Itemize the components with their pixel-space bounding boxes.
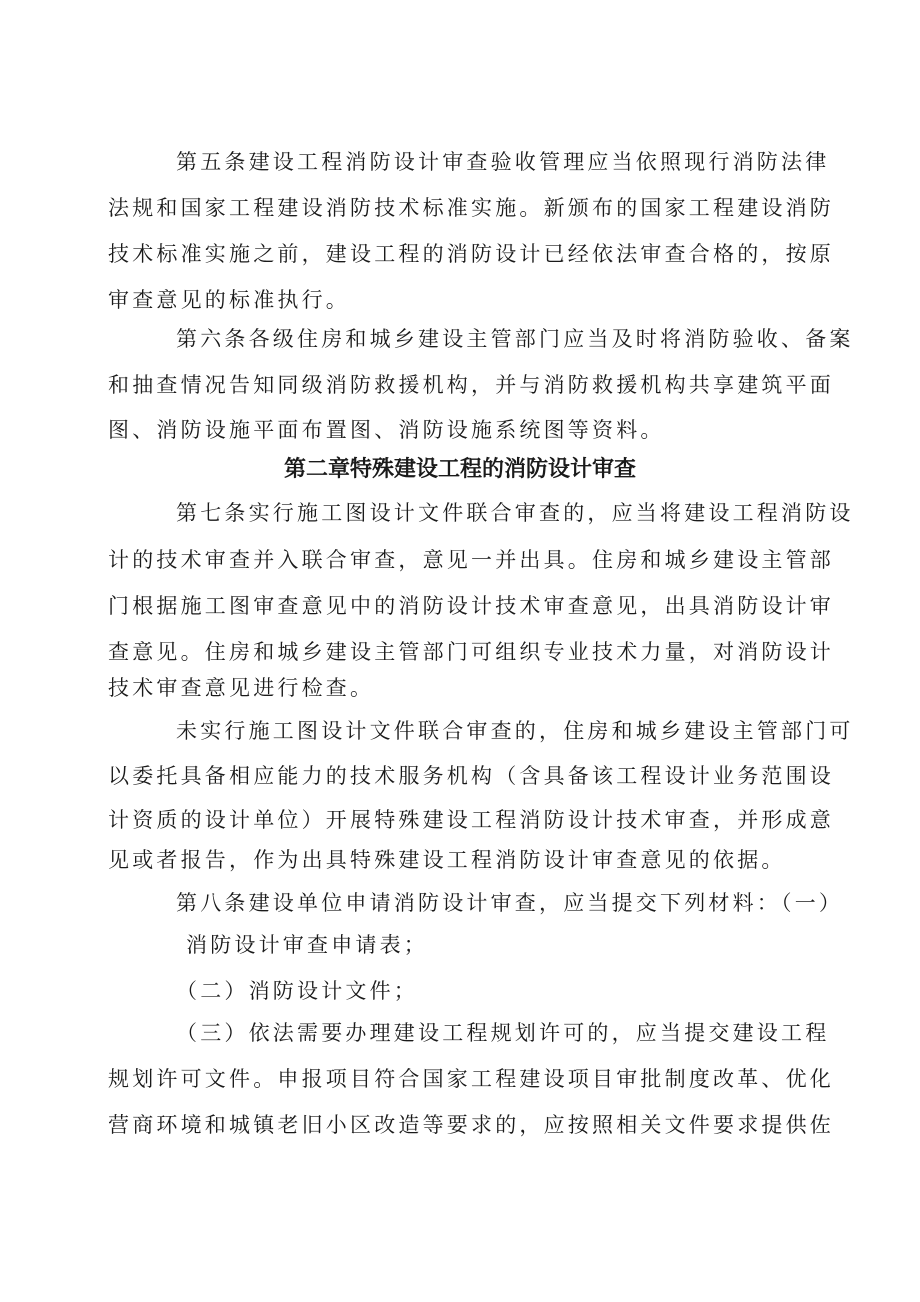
article-6-line-2: 和抽查情况告知同级消防救援机构，并与消防救援机构共享建筑平面 xyxy=(108,373,834,397)
unified-review-line-1: 未实行施工图设计文件联合审查的，住房和城乡建设主管部门可 xyxy=(176,719,854,743)
article-5-line-3: 技术标准实施之前，建设工程的消防设计已经依法审查合格的，按原 xyxy=(108,242,834,266)
article-7-line-3: 门根据施工图审查意见中的消防设计技术审查意见，出具消防设计审 xyxy=(108,594,834,618)
article-6-line-3: 图、消防设施平面布置图、消防设施系统图等资料。 xyxy=(108,418,665,442)
article-7-line-4: 查意见。住房和城乡建设主管部门可组织专业技术力量，对消防设计 xyxy=(108,640,834,664)
chapter-heading: 第二章特殊建设工程的消防设计审查 xyxy=(284,457,637,482)
unified-review-line-2: 以委托具备相应能力的技术服务机构（含具备该工程设计业务范围设 xyxy=(108,764,834,788)
item-3-line-1: （三）依法需要办理建设工程规划许可的，应当提交建设工程 xyxy=(176,1021,830,1045)
unified-review-line-3: 计资质的设计单位）开展特殊建设工程消防设计技术审查，并形成意 xyxy=(108,808,834,832)
article-8-line-1: 第八条建设单位申请消防设计审查，应当提交下列材料：（一） xyxy=(176,891,844,915)
item-3-line-2: 规划许可文件。申报项目符合国家工程建设项目审批制度改革、优化 xyxy=(108,1067,834,1091)
article-7-line-2: 计的技术审查并入联合审查，意见一并出具。住房和城乡建设主管部 xyxy=(108,548,834,572)
item-3-line-3: 营商环境和城镇老旧小区改造等要求的，应按照相关文件要求提供佐 xyxy=(108,1113,834,1137)
article-6-line-1: 第六条各级住房和城乡建设主管部门应当及时将消防验收、备案 xyxy=(176,327,854,351)
article-7-line-5: 技术审查意见进行检查。 xyxy=(108,676,375,700)
item-2-line-1: （二）消防设计文件； xyxy=(176,979,418,1003)
article-7-line-1: 第七条实行施工图设计文件联合审查的，应当将建设工程消防设 xyxy=(176,501,854,525)
article-8-line-2: 消防设计审查申请表； xyxy=(186,933,428,957)
article-5-line-4: 审查意见的标准执行。 xyxy=(108,288,350,312)
unified-review-line-4: 见或者报告，作为出具特殊建设工程消防设计审查意见的依据。 xyxy=(108,848,786,872)
article-5-line-1: 第五条建设工程消防设计审查验收管理应当依照现行消防法律 xyxy=(176,150,830,174)
article-5-line-2: 法规和国家工程建设消防技术标准实施。新颁布的国家工程建设消防 xyxy=(108,196,834,220)
